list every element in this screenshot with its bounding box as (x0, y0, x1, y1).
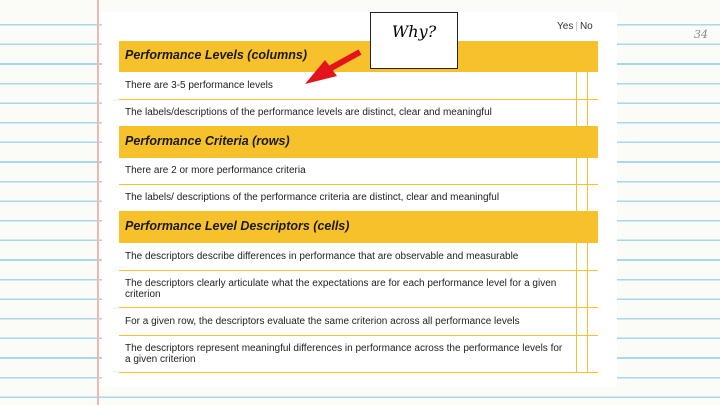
column-headers: Yes | No (557, 21, 593, 32)
criterion-text: For a given row, the descriptors evaluate the same criterion across all performance levels (119, 307, 576, 335)
section-title: Performance Level Descriptors (cells) (119, 211, 576, 242)
section-title: Performance Levels (columns) (119, 41, 576, 71)
rubric-checklist-slide (102, 12, 617, 387)
no-column-header: No (579, 21, 593, 32)
criterion-text: There are 2 or more performance criteria (119, 157, 576, 184)
page-number: 34 (694, 28, 708, 41)
criterion-text: The labels/ descriptions of the performance criteria are distinct, clear and meaningful (119, 184, 576, 211)
criterion-text: The descriptors describe differences in performance that are observable and measurable (119, 242, 576, 270)
criterion-text: The descriptors represent meaningful differences in performance across the performance levels for a given criterion (119, 335, 576, 372)
arrow-head (305, 60, 337, 84)
section-title: Performance Criteria (rows) (119, 126, 576, 157)
criterion-text: The labels/descriptions of the performance levels are distinct, clear and meaningful (119, 99, 576, 126)
why-annotation-box: Why? (370, 12, 458, 69)
criterion-text: The descriptors clearly articulate what the expectations are for each performance level for a given criterion (119, 270, 576, 307)
yes-column-header: Yes (557, 21, 574, 32)
red-arrow-icon (102, 12, 617, 387)
notebook-margin-line (97, 0, 99, 405)
criterion-text: There are 3-5 performance levels (119, 71, 576, 99)
